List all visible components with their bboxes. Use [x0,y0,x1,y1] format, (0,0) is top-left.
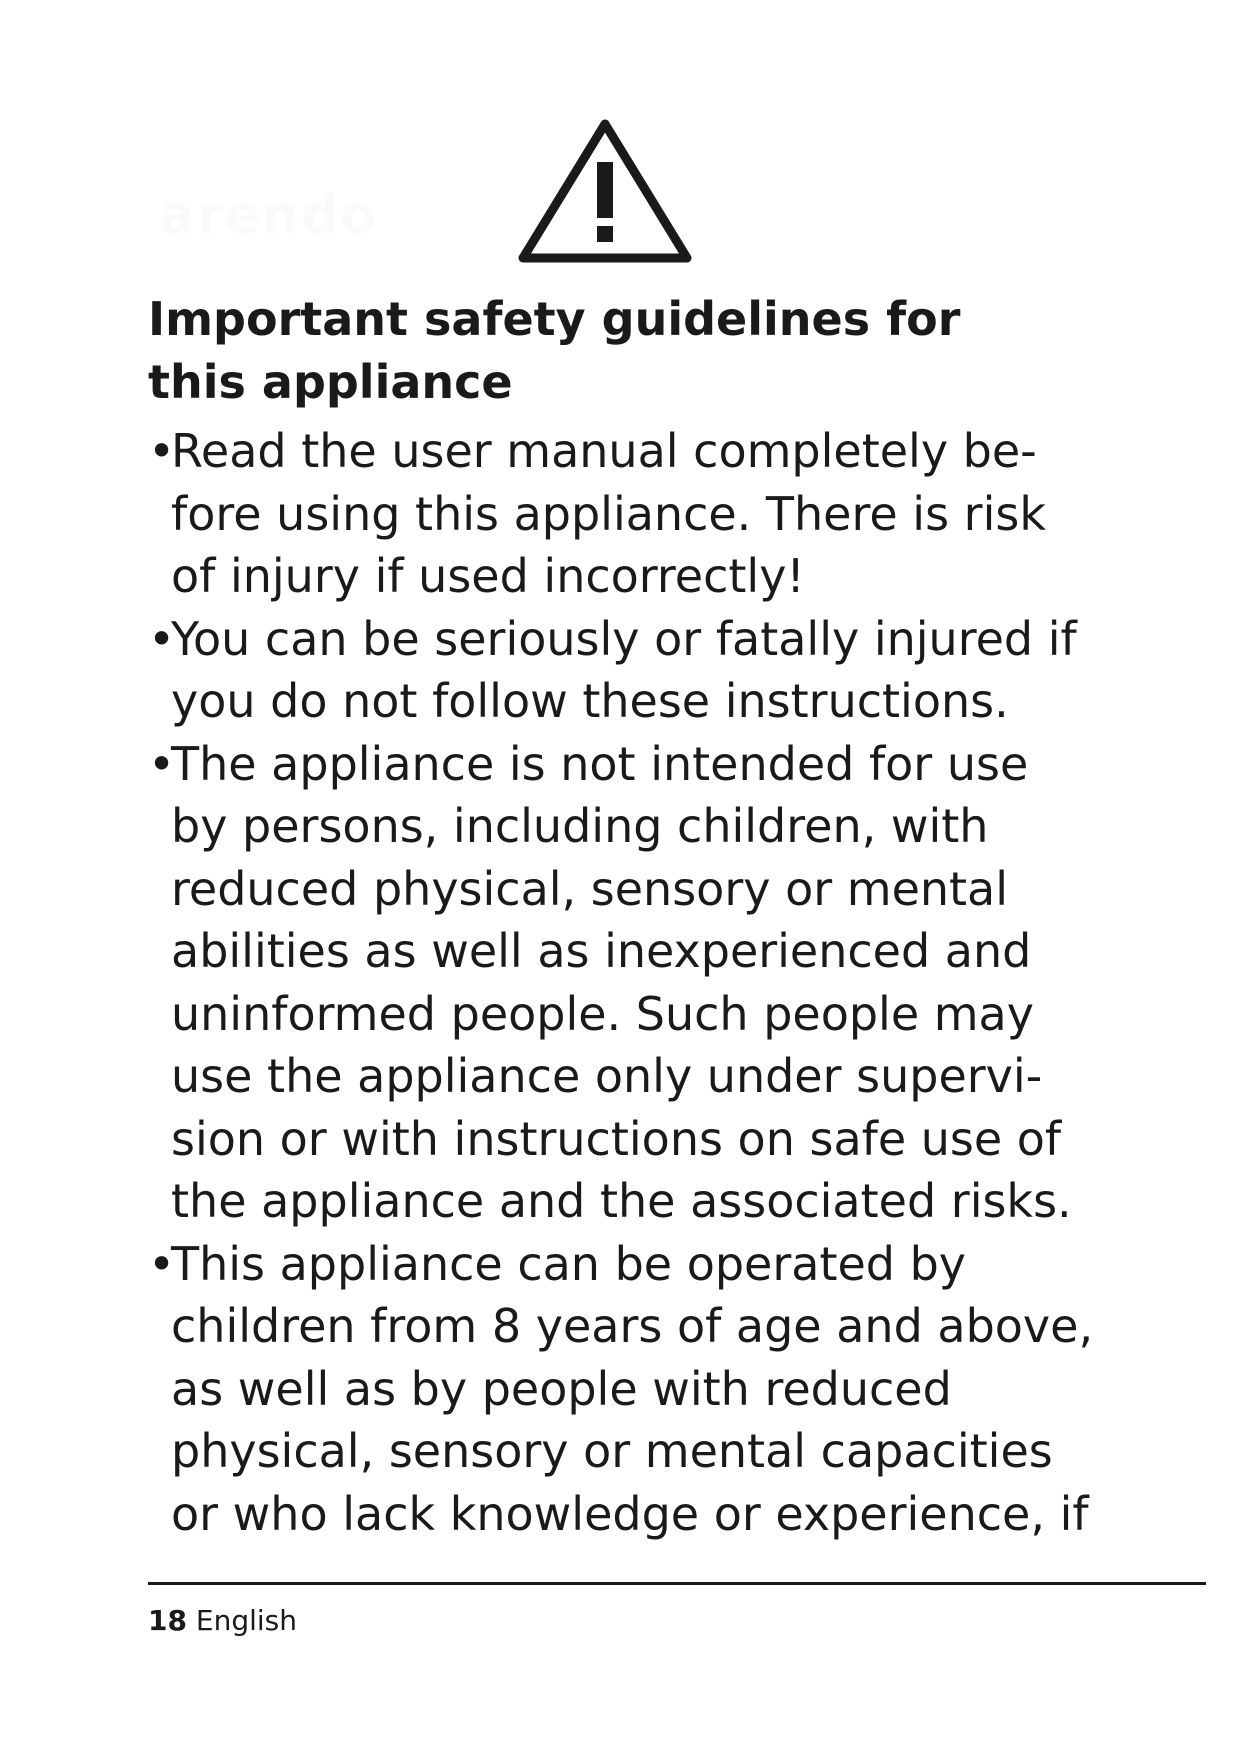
safety-rule [148,608,1088,733]
rule-line: physical, sensory or mental capacities [171,1424,1053,1478]
section-heading: Important safety guidelines for this appliance [148,292,961,409]
rule-line: use the appliance only under supervi- [171,1049,1043,1103]
brand-watermark: arendo [160,186,378,246]
footer-divider [148,1582,1206,1585]
page-language: English [195,1604,297,1637]
rule-line: the appliance and the associated risks. [171,1174,1072,1228]
rule-line: • This appliance can be operated by [171,1236,967,1291]
rule-line: of injury if used incorrectly! [171,549,805,603]
warning-triangle-icon [515,118,695,268]
rule-line: by persons, including children, with [171,799,989,853]
rule-line: • The appliance is not intended for use [171,736,1029,791]
safety-rule [148,1233,1094,1546]
page-footer [148,1604,297,1638]
safety-rules-list [148,420,1094,1545]
rule-line: children from 8 years of age and above, [171,1299,1094,1353]
rule-line: abilities as well as inexperienced and [171,924,1032,978]
rule-line: uninformed people. Such people may [171,986,1034,1041]
safety-rule [148,733,1088,1233]
rule-line: as well as by people with reduced [171,1361,952,1416]
rule-line: reduced physical, sensory or mental [171,861,1009,916]
safety-section [148,288,1094,1545]
safety-rule [148,420,1088,608]
rule-line: • Read the user manual completely be- [171,424,1037,478]
rule-line: • You can be seriously or fatally injured if [171,611,1077,666]
rule-line: fore using this appliance. There is risk [171,486,1046,541]
page-number: 18 [148,1604,187,1637]
rule-line: or who lack knowledge or experience, if [171,1486,1089,1541]
rule-line: you do not follow these instructions. [171,674,1009,728]
rule-line: sion or with instructions on safe use of [171,1111,1062,1166]
